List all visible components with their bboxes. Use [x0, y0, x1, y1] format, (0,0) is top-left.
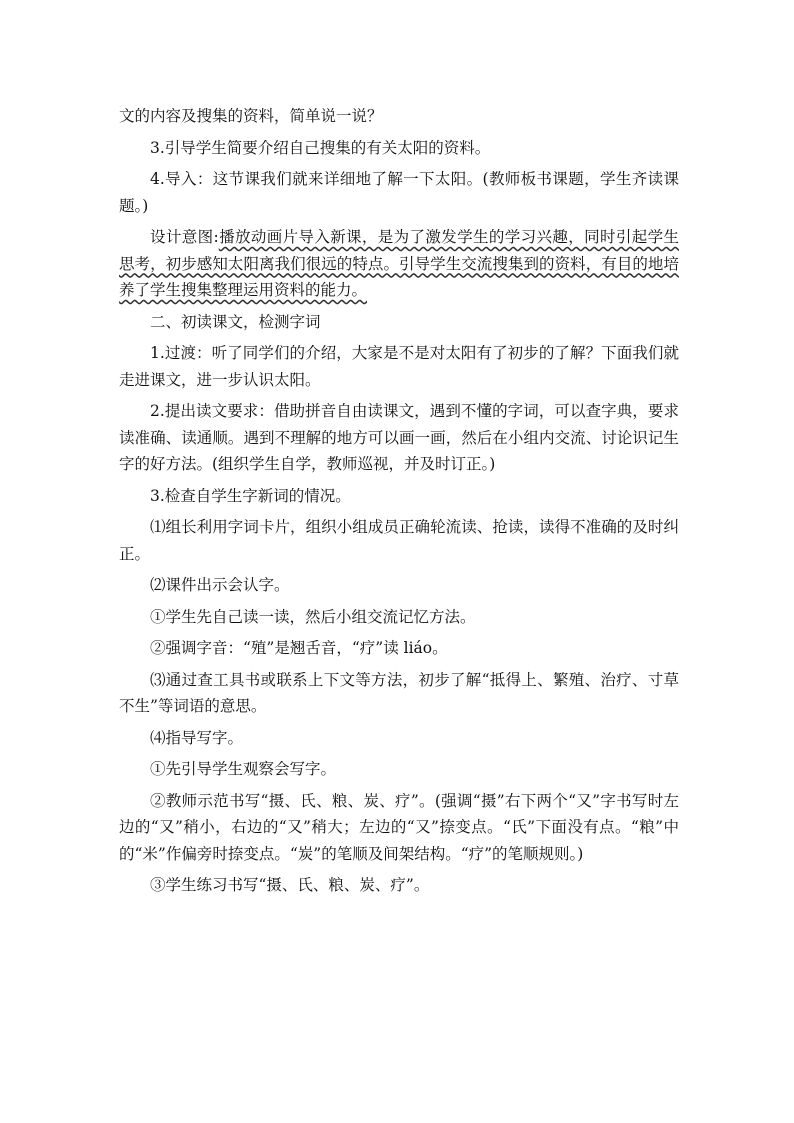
paragraph-reading-requirements: 2.提出读文要求：借助拼音自由读课文，遇到不懂的字词，可以查字典，要求读准确、读通顺。遇到不理解的地方可以画一画，然后在小组内交流、讨论识记生字的好方法。(组织学生自学，教师巡视，并及时订正。) — [119, 402, 679, 473]
paragraph-item-1: ⑴组长利用字词卡片，组织小组成员正确轮流读、抢读，读得不准确的及时纠正。 — [119, 518, 679, 563]
paragraph-design-intent — [119, 224, 679, 304]
paragraph-item-3: ⑶通过查工具书或联系上下文等方法，初步了解“抵得上、繁殖、治疗、寸草不生”等词语的意思。 — [119, 670, 679, 715]
paragraph-transition: 1.过渡：听了同学们的介绍，大家是不是对太阳有了初步的了解？下面我们就走进课文，进一步认识太阳。 — [119, 344, 679, 389]
paragraph-item-4: ⑷指导写字。 — [150, 728, 244, 747]
paragraph-subitem-2-2: ②强调字音：“殖”是翘舌音，“疗”读 liáo。 — [150, 639, 448, 657]
paragraph-continuation: 文的内容及搜集的资料，简单说一说？ — [119, 107, 383, 125]
paragraph-subitem-2-1: ①学生先自己读一读，然后小组交流记忆方法。 — [150, 607, 476, 626]
paragraph-subitem-4-3: ③学生练习书写“摄、氏、粮、炭、疗”。 — [150, 876, 430, 894]
section-heading-2: 二、初读课文，检测字词 — [150, 312, 321, 331]
paragraph-subitem-4-2: ②教师示范书写“摄、氏、粮、炭、疗”。(强调“摄”右下两个“又”字书写时左边的“又”稍小，右边的“又”稍大；左边的“又”捺变点。“氏”下面没有点。“粮”中的“米”作偏旁时捺变点。“炭”的笔顺及间架结构。“疗”的笔顺规则。) — [119, 791, 679, 863]
paragraph-step-3: 3.引导学生简要介绍自己搜集的有关太阳的资料。 — [150, 138, 491, 157]
paragraph-subitem-4-1: ①先引导学生观察会写字。 — [150, 760, 337, 778]
design-intent-label: 设计意图: — [150, 228, 219, 246]
paragraph-step-4: 4.导入：这节课我们就来详细地了解一下太阳。(教师板书课题，学生齐读课题。) — [119, 170, 679, 215]
paragraph-check-self-study: 3.检查自学生字新词的情况。 — [150, 486, 351, 505]
document-page — [119, 103, 679, 904]
paragraph-item-2: ⑵课件出示会认字。 — [150, 576, 290, 594]
design-intent-text: 播放动画片导入新课，是为了激发学生的学习兴趣，同时引起学生思考，初步感知太阳离我们很远的特点。引导学生交流搜集到的资料，有目的地培养了学生搜集整理运用资料的能力。 — [119, 228, 679, 299]
